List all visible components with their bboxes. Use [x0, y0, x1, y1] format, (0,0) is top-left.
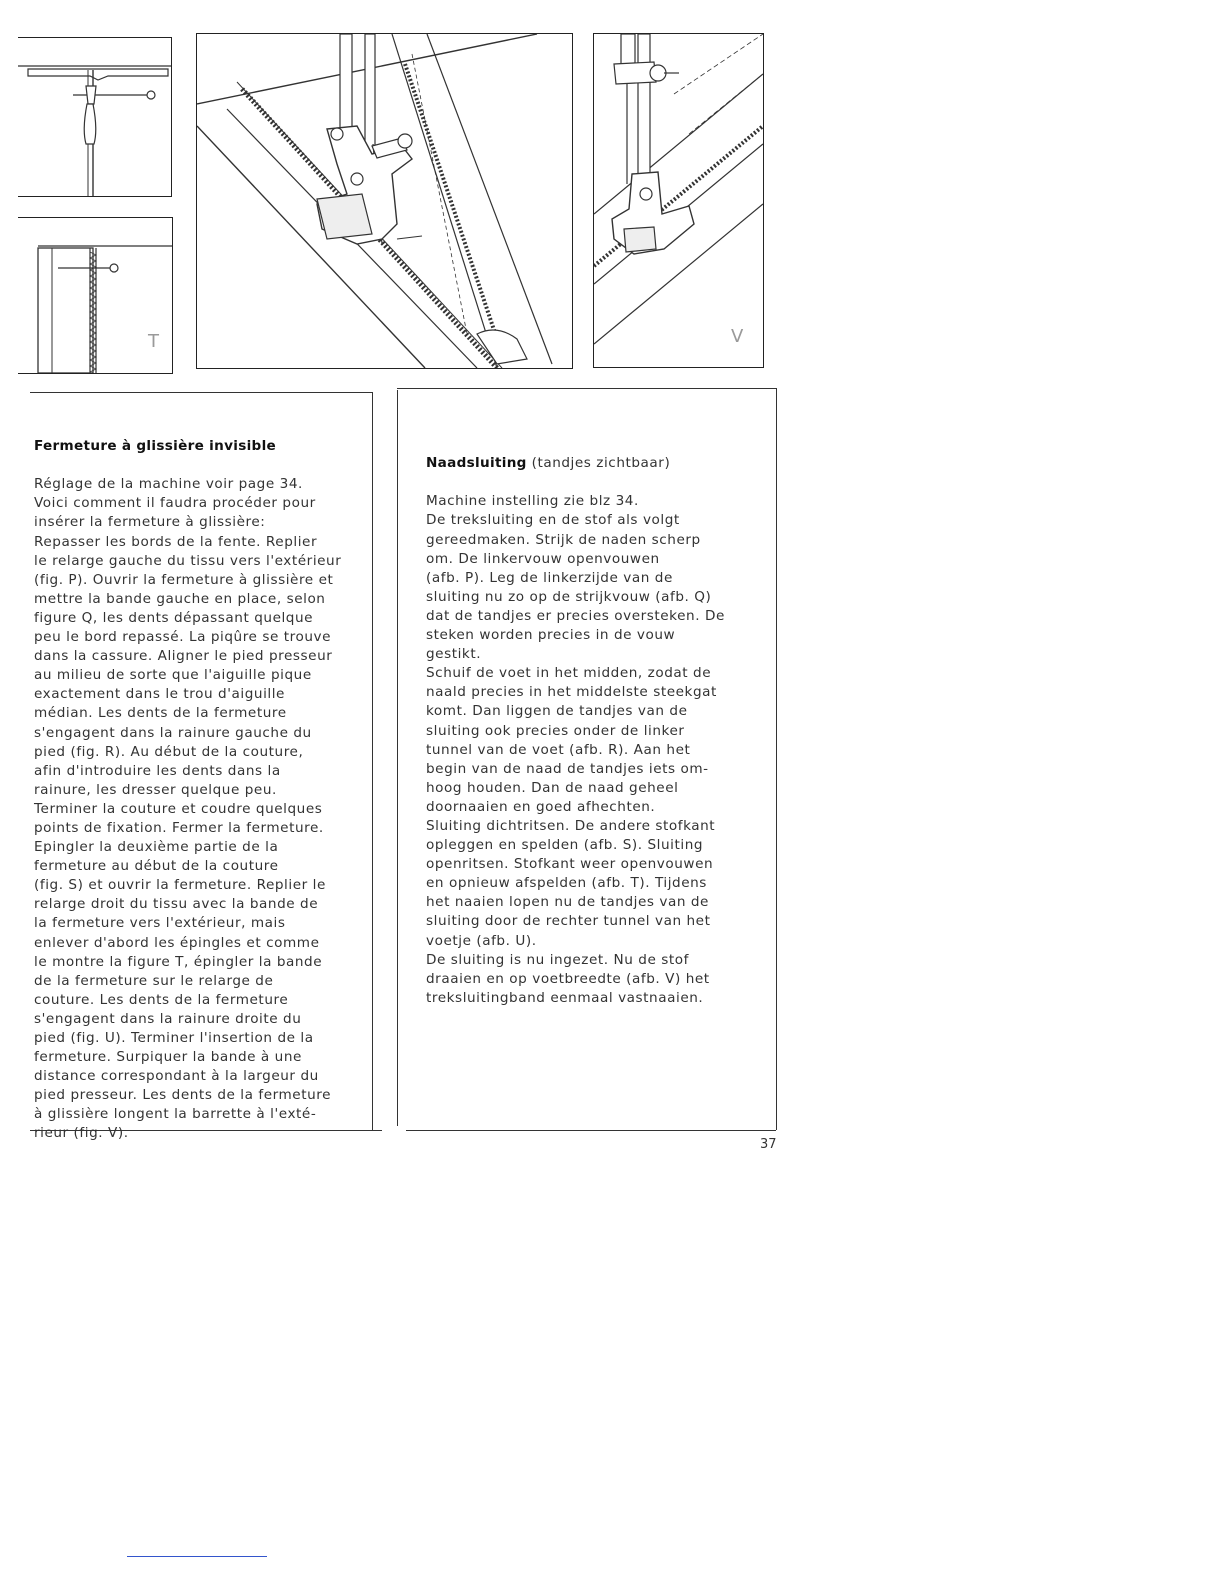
figure-t-label: T	[148, 331, 159, 352]
french-body: Réglage de la machine voir page 34. Voici comment il faudra procéder pour insérer la fermeture à glissière: Repasser les bords de la fente. Replier le relarge gauche du tissu vers l'extérieur (fig. P). Ouvrir la fermeture à glissière et mettre la bande gauche en place, selon figure Q, les dents dépassant quelque peu le bord repassé. La piqûre se trouve dans la cassure. Aligner le pied presseur au milieu de sorte que l'aiguille pique exactement dans le trou d'aiguille médian. Les dents de la fermeture s'engagent dans la rainure gauche du pied (fig. R). Au début de la couture, afin d'introduire les dents dans la rainure, les dresser quelque peu. Terminer la couture et coudre quelques points de fixation. Fermer la fermeture. Epingler la deuxième partie de la fermeture au début de la couture (fig. S) et ouvrir la fermeture. Replier le relarge droit du tissu avec la bande de la fermeture vers l'extérieur, mais enlever d'abord les épingles et comme le montre la figure T, épingler la bande de la fermeture sur le relarge de couture. Les dents de la fermeture s'engagent dans la rainure droite du pied (fig. U). Terminer l'insertion de la fermeture. Surpiquer la bande à une distance correspondant à la largeur du pied presseur. Les dents de la fermeture à glissière longent la barrette à l'exté- rieur (fig. V).	[34, 476, 342, 1142]
figure-t	[18, 217, 173, 374]
dutch-body: Machine instelling zie blz 34. De treksluiting en de stof als volgt gereedmaken. Strijk de naden scherp om. De linkervouw openvouwen (afb. P). Leg de linkerzijde van de sluiting nu zo op de strijkvouw (afb. Q) dat de tandjes er precies oversteken. De steken worden precies in de vouw gestikt. Schuif de voet in het midden, zodat de naald precies in het middelste steekgat komt. Dan liggen de tandjes van de sluiting ook precies onder de linker tunnel van de voet (afb. R). Aan het begin van de naad de tandjes iets om- hoog houden. Dan de naad geheel doornaaien en goed afhechten. Sluiting dichtritsen. De andere stofkant opleggen en spelden (afb. S). Sluiting openritsen. Stofkant weer openvouwen en opnieuw afspelden (afb. T). Tijdens het naaien lopen nu de tandjes van de sluiting door de rechter tunnel van het voetje (afb. U). De sluiting is nu ingezet. Nu de stof draaien en op voetbreedte (afb. V) het treksluitingband eenmaal vastnaaien.	[426, 493, 725, 1006]
dutch-column-rule-right	[776, 388, 777, 1130]
dutch-column	[426, 416, 771, 1027]
figure-v-drawing	[594, 34, 763, 367]
figure-v	[593, 33, 764, 368]
footer-link-line	[127, 1556, 267, 1557]
french-column	[34, 418, 370, 1163]
dutch-heading-line	[426, 435, 771, 473]
french-column-top-rule	[30, 392, 372, 393]
dutch-heading-rest: (tandjes zichtbaar)	[526, 455, 671, 472]
figure-presser-foot-left-drawing	[197, 34, 572, 368]
dutch-column-top-rule	[397, 388, 776, 389]
dutch-column-rule-left	[397, 390, 398, 1126]
figure-s-drawing	[18, 38, 171, 196]
figure-s-pinning	[18, 37, 172, 197]
page-number: 37	[760, 1137, 777, 1152]
figure-v-label: V	[731, 326, 744, 347]
french-column-rule	[372, 392, 373, 1130]
figure-presser-foot-left	[196, 33, 573, 369]
dutch-heading: Naadsluiting	[426, 455, 527, 472]
french-heading: Fermeture à glissière invisible	[34, 438, 277, 455]
dutch-column-bottom-rule	[406, 1130, 776, 1131]
